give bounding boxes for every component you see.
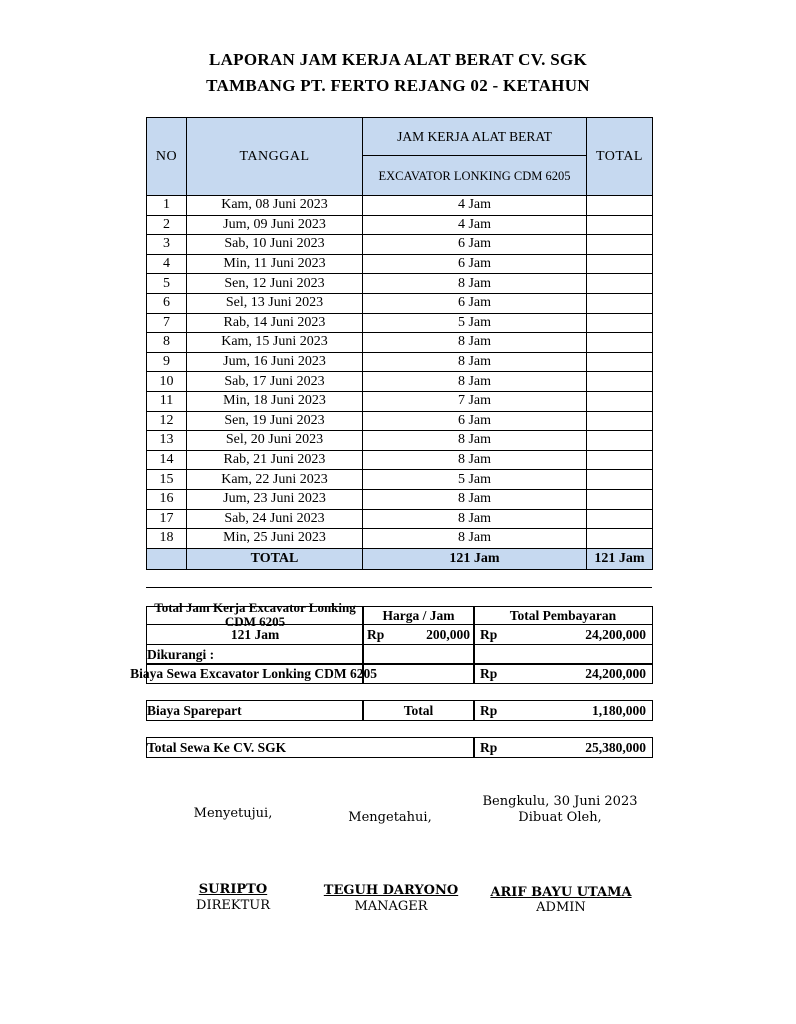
table-row: [147, 529, 653, 549]
summary-header-pembayaran: Total Pembayaran: [473, 606, 653, 625]
cell-jam: 8 Jam: [363, 333, 587, 353]
cell-tanggal: Min, 18 Juni 2023: [187, 391, 363, 411]
cell-total: [587, 215, 653, 235]
cell-total: [587, 411, 653, 431]
table-row: [147, 215, 653, 235]
sewa-cv-label: Total Sewa Ke CV. SGK: [146, 737, 475, 758]
divider-line: [146, 587, 652, 588]
place-date: Bengkulu, 30 Juni 2023: [482, 794, 638, 809]
sparepart-total-label: Total: [362, 700, 475, 721]
cell-jam: 6 Jam: [363, 235, 587, 255]
cell-tanggal: Sab, 17 Juni 2023: [187, 372, 363, 392]
cell-jam: 8 Jam: [363, 529, 587, 549]
cell-tanggal: Jum, 09 Juni 2023: [187, 215, 363, 235]
table-body: [147, 196, 653, 549]
cell-no: 6: [147, 293, 187, 313]
table-row: [147, 235, 653, 255]
dikurangi-label: Dikurangi :: [146, 644, 364, 665]
cell-no: 16: [147, 489, 187, 509]
sparepart-value-cell: [473, 700, 653, 721]
cell-tanggal: Min, 25 Juni 2023: [187, 529, 363, 549]
summary-header-harga: Harga / Jam: [362, 606, 475, 625]
sewa-cv-value: 25,380,000: [585, 740, 646, 755]
table-row: [147, 293, 653, 313]
cell-no: 3: [147, 235, 187, 255]
table-row: [147, 274, 653, 294]
sparepart-label: Biaya Sparepart: [146, 700, 364, 721]
cell-tanggal: Sen, 12 Juni 2023: [187, 274, 363, 294]
report-title-line1: LAPORAN JAM KERJA ALAT BERAT CV. SGK: [208, 50, 588, 69]
signatory-role-2: MANAGER: [354, 899, 428, 914]
dibuat-oleh-label: Dibuat Oleh,: [518, 810, 602, 825]
table-row: [147, 509, 653, 529]
sewa-cv-value-cell: [473, 737, 653, 758]
cell-total: [587, 431, 653, 451]
menyetujui-label: Menyetujui,: [193, 806, 273, 821]
table-row: [147, 254, 653, 274]
table-row: [147, 450, 653, 470]
cell-no: 18: [147, 529, 187, 549]
cell-total: [587, 274, 653, 294]
total-row-jam: 121 Jam: [363, 548, 587, 569]
dikurangi-empty-2: [473, 644, 653, 665]
cell-tanggal: Kam, 08 Juni 2023: [187, 196, 363, 216]
cell-total: [587, 509, 653, 529]
cell-no: 10: [147, 372, 187, 392]
col-header-tanggal: TANGGAL: [187, 118, 363, 196]
col-header-excavator: EXCAVATOR LONKING CDM 6205: [363, 156, 587, 196]
cell-no: 15: [147, 470, 187, 490]
cell-jam: 6 Jam: [363, 254, 587, 274]
total-row-no: [147, 548, 187, 569]
sewa-value-cell: [473, 663, 653, 684]
cell-no: 2: [147, 215, 187, 235]
cell-total: [587, 450, 653, 470]
cell-tanggal: Rab, 21 Juni 2023: [187, 450, 363, 470]
cell-no: 5: [147, 274, 187, 294]
cell-jam: 8 Jam: [363, 352, 587, 372]
currency-label: Rp: [480, 703, 498, 718]
cell-total: [587, 529, 653, 549]
table-row: [147, 372, 653, 392]
cell-tanggal: Jum, 16 Juni 2023: [187, 352, 363, 372]
cell-total: [587, 235, 653, 255]
cell-total: [587, 470, 653, 490]
cell-total: [587, 391, 653, 411]
cell-no: 4: [147, 254, 187, 274]
mengetahui-label: Mengetahui,: [348, 810, 432, 825]
cell-tanggal: Sab, 24 Juni 2023: [187, 509, 363, 529]
signatory-name-2: TEGUH DARYONO: [323, 883, 459, 898]
cell-jam: 8 Jam: [363, 431, 587, 451]
sparepart-value: 1,180,000: [592, 703, 646, 718]
col-header-total: TOTAL: [587, 118, 653, 196]
cell-tanggal: Min, 11 Juni 2023: [187, 254, 363, 274]
currency-label: Rp: [480, 740, 498, 755]
total-row-total: 121 Jam: [587, 548, 653, 569]
currency-label: Rp: [480, 666, 498, 681]
cell-tanggal: Jum, 23 Juni 2023: [187, 489, 363, 509]
col-header-jam-kerja: JAM KERJA ALAT BERAT: [363, 118, 587, 156]
cell-total: [587, 352, 653, 372]
cell-no: 1: [147, 196, 187, 216]
summary-harga-cell: [362, 624, 475, 645]
total-row-label: TOTAL: [187, 548, 363, 569]
summary-jam-value: 121 Jam: [146, 624, 364, 645]
cell-jam: 8 Jam: [363, 489, 587, 509]
cell-no: 13: [147, 431, 187, 451]
table-total-row: [147, 548, 653, 569]
cell-jam: 8 Jam: [363, 274, 587, 294]
cell-jam: 5 Jam: [363, 313, 587, 333]
cell-jam: 5 Jam: [363, 470, 587, 490]
currency-label: Rp: [480, 627, 498, 642]
cell-jam: 7 Jam: [363, 391, 587, 411]
table-row: [147, 333, 653, 353]
signatory-role-1: DIREKTUR: [196, 898, 270, 913]
cell-total: [587, 333, 653, 353]
cell-tanggal: Sel, 20 Juni 2023: [187, 431, 363, 451]
table-row: [147, 352, 653, 372]
cell-jam: 8 Jam: [363, 450, 587, 470]
cell-total: [587, 196, 653, 216]
cell-jam: 8 Jam: [363, 509, 587, 529]
sewa-excavator-cell: [130, 663, 377, 684]
cell-tanggal: Rab, 14 Juni 2023: [187, 313, 363, 333]
table-row: [147, 313, 653, 333]
cell-jam: 8 Jam: [363, 372, 587, 392]
table-row: [147, 470, 653, 490]
table-row: [147, 391, 653, 411]
table-row: [147, 489, 653, 509]
currency-label: Rp: [367, 627, 385, 642]
cell-no: 17: [147, 509, 187, 529]
table-row: [147, 196, 653, 216]
dikurangi-empty-1: [362, 644, 475, 665]
work-hours-table: [146, 117, 653, 570]
cell-no: 11: [147, 391, 187, 411]
signatory-role-3: ADMIN: [536, 900, 586, 915]
col-header-no: NO: [147, 118, 187, 196]
cell-total: [587, 254, 653, 274]
cell-tanggal: Kam, 15 Juni 2023: [187, 333, 363, 353]
cell-tanggal: Kam, 22 Juni 2023: [187, 470, 363, 490]
cell-total: [587, 489, 653, 509]
signatory-name-1: SURIPTO: [198, 882, 268, 897]
signatory-name-3: ARIF BAYU UTAMA: [490, 885, 632, 900]
sewa-empty: [362, 663, 475, 684]
sewa-excavator-label: Biaya Sewa Excavator Lonking CDM 6205: [130, 666, 377, 681]
table-row: [147, 411, 653, 431]
cell-tanggal: Sen, 19 Juni 2023: [187, 411, 363, 431]
pembayaran-value: 24,200,000: [585, 627, 646, 642]
cell-jam: 4 Jam: [363, 196, 587, 216]
cell-tanggal: Sel, 13 Juni 2023: [187, 293, 363, 313]
cell-jam: 6 Jam: [363, 411, 587, 431]
table-row: [147, 431, 653, 451]
cell-no: 7: [147, 313, 187, 333]
cell-total: [587, 293, 653, 313]
cell-no: 14: [147, 450, 187, 470]
harga-value: 200,000: [426, 627, 470, 642]
cell-total: [587, 372, 653, 392]
cell-no: 12: [147, 411, 187, 431]
cell-jam: 6 Jam: [363, 293, 587, 313]
report-title-line2: TAMBANG PT. FERTO REJANG 02 - KETAHUN: [206, 76, 590, 95]
cell-jam: 4 Jam: [363, 215, 587, 235]
sewa-value: 24,200,000: [585, 666, 646, 681]
cell-total: [587, 313, 653, 333]
cell-no: 9: [147, 352, 187, 372]
summary-header-jam: Total Jam Kerja Excavator Lonking CDM 6205: [146, 606, 364, 625]
summary-pembayaran-cell: [473, 624, 653, 645]
cell-tanggal: Sab, 10 Juni 2023: [187, 235, 363, 255]
cell-no: 8: [147, 333, 187, 353]
